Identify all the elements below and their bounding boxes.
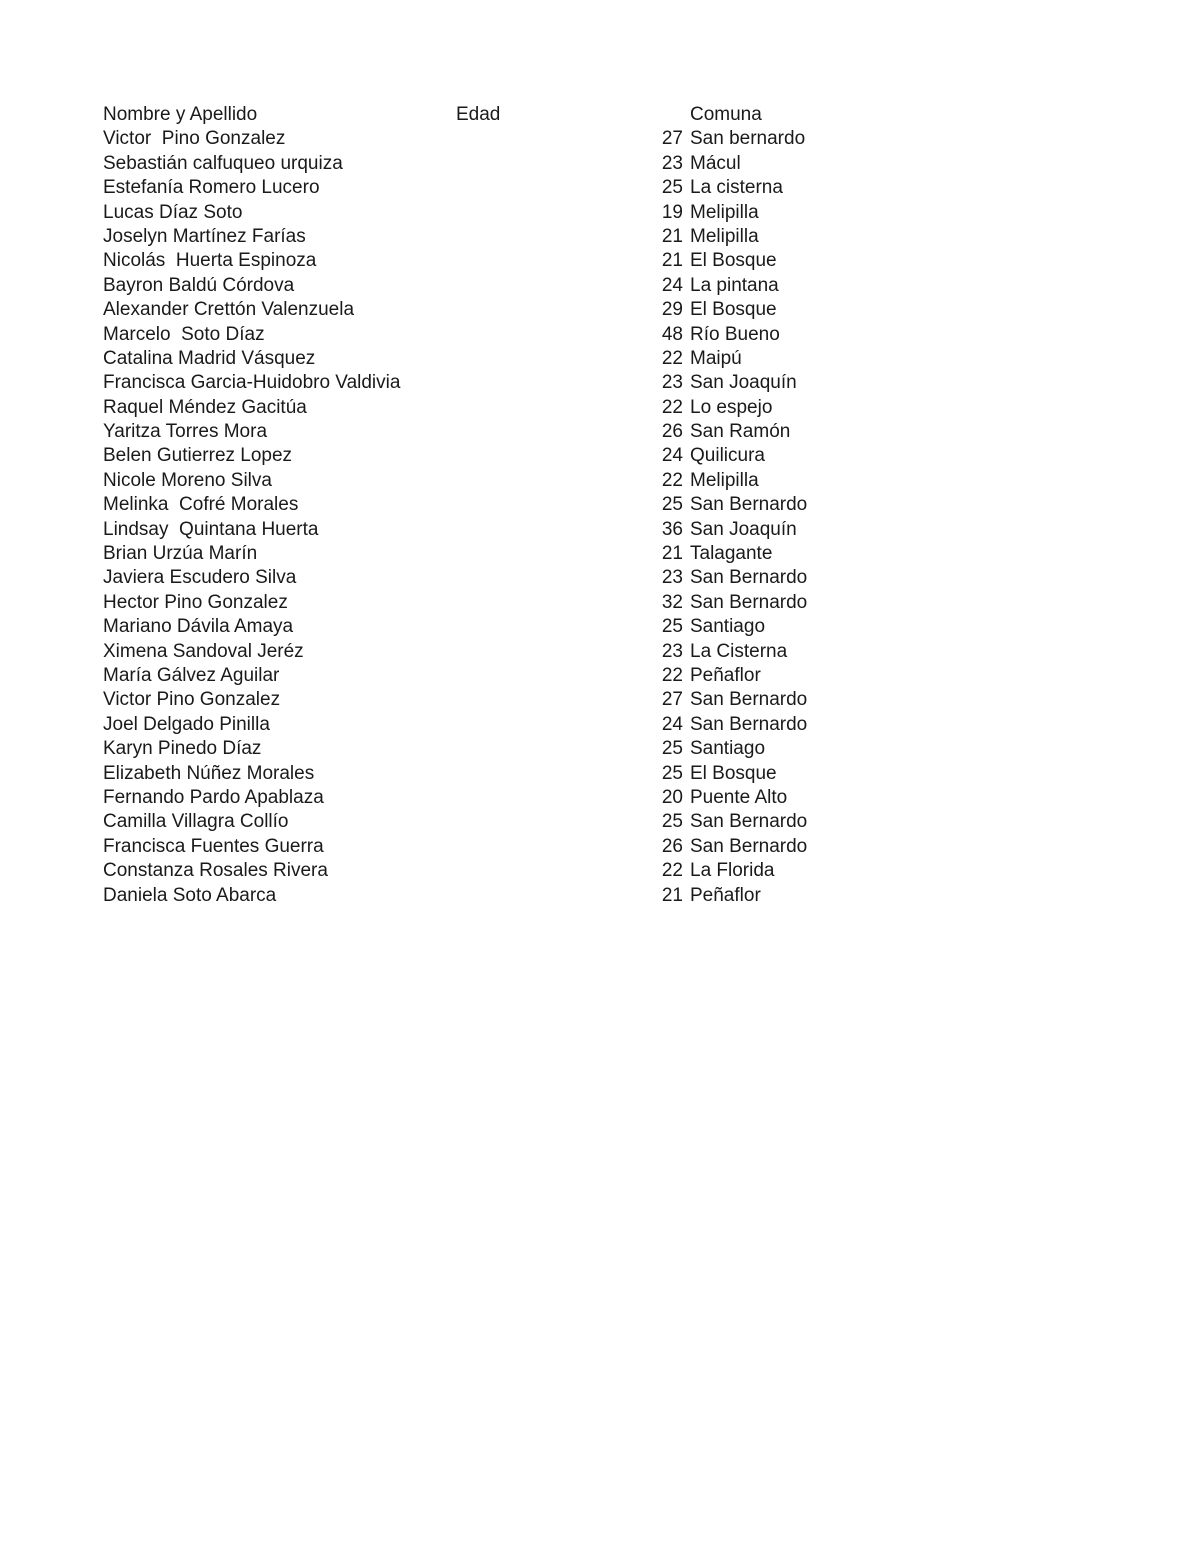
cell-name: Lindsay Quintana Huerta [103, 518, 319, 540]
cell-comuna: Santiago [690, 738, 766, 760]
cell-name: Melinka Cofré Morales [103, 494, 299, 516]
cell-comuna: Quilicura [690, 445, 765, 467]
cell-name: Javiera Escudero Silva [103, 567, 297, 589]
table-row [103, 542, 863, 566]
cell-comuna: San Bernardo [690, 591, 808, 613]
cell-comuna: San Bernardo [690, 567, 808, 589]
cell-comuna: El Bosque [690, 762, 777, 784]
cell-name: Joel Delgado Pinilla [103, 713, 270, 735]
cell-comuna: Melipilla [690, 469, 759, 491]
cell-age: 22 [661, 469, 683, 491]
table-row [103, 591, 863, 615]
cell-name: Yaritza Torres Mora [103, 421, 268, 443]
table-row [103, 884, 863, 908]
cell-age: 25 [661, 177, 683, 199]
cell-comuna: San Bernardo [690, 835, 808, 857]
cell-age: 29 [661, 299, 683, 321]
cell-comuna: San Ramón [690, 421, 791, 443]
cell-name: Belen Gutierrez Lopez [103, 445, 293, 467]
cell-name: Brian Urzúa Marín [103, 543, 258, 565]
cell-comuna: San Bernardo [690, 713, 808, 735]
table-row [103, 323, 863, 347]
cell-name: Bayron Baldú Córdova [103, 274, 295, 296]
cell-name: Alexander Crettón Valenzuela [103, 299, 355, 321]
cell-name: Sebastián calfuqueo urquiza [103, 152, 343, 174]
table-row [103, 810, 863, 834]
table-row [103, 835, 863, 859]
cell-name: Lucas Díaz Soto [103, 201, 243, 223]
cell-comuna: Melipilla [690, 201, 759, 223]
cell-name: Fernando Pardo Apablaza [103, 786, 324, 808]
cell-age: 24 [661, 713, 683, 735]
table-row [103, 225, 863, 249]
data-sheet [103, 103, 863, 908]
cell-name: Elizabeth Núñez Morales [103, 762, 315, 784]
cell-name: María Gálvez Aguilar [103, 664, 280, 686]
cell-comuna: Maipú [690, 347, 742, 369]
cell-comuna: Melipilla [690, 225, 759, 247]
cell-age: 23 [661, 567, 683, 589]
data-rows [103, 127, 863, 908]
cell-age: 20 [661, 786, 683, 808]
table-row [103, 274, 863, 298]
cell-name: Daniela Soto Abarca [103, 884, 277, 906]
cell-comuna: La Cisterna [690, 640, 788, 662]
cell-name: Raquel Méndez Gacitúa [103, 396, 307, 418]
cell-name: Ximena Sandoval Jeréz [103, 640, 304, 662]
table-row [103, 615, 863, 639]
cell-age: 23 [661, 640, 683, 662]
cell-comuna: San Joaquín [690, 372, 797, 394]
cell-age: 21 [661, 225, 683, 247]
cell-age: 26 [661, 835, 683, 857]
table-row [103, 786, 863, 810]
cell-age: 24 [661, 445, 683, 467]
cell-age: 25 [661, 738, 683, 760]
table-row [103, 469, 863, 493]
table-row [103, 859, 863, 883]
table-row [103, 249, 863, 273]
cell-name: Nicolás Huerta Espinoza [103, 250, 317, 272]
cell-name: Catalina Madrid Vásquez [103, 347, 316, 369]
cell-name: Estefanía Romero Lucero [103, 177, 320, 199]
cell-age: 21 [661, 250, 683, 272]
table-row [103, 688, 863, 712]
table-row [103, 298, 863, 322]
table-row [103, 420, 863, 444]
cell-age: 23 [661, 152, 683, 174]
table-row [103, 152, 863, 176]
cell-age: 22 [661, 396, 683, 418]
cell-age: 48 [661, 323, 683, 345]
cell-name: Mariano Dávila Amaya [103, 616, 294, 638]
table-row [103, 493, 863, 517]
cell-age: 27 [661, 689, 683, 711]
cell-age: 32 [661, 591, 683, 613]
table-row [103, 127, 863, 151]
cell-age: 25 [661, 762, 683, 784]
table-row [103, 566, 863, 590]
cell-age: 25 [661, 616, 683, 638]
cell-age: 21 [661, 543, 683, 565]
cell-age: 22 [661, 664, 683, 686]
cell-comuna: El Bosque [690, 299, 777, 321]
cell-name: Francisca Fuentes Guerra [103, 835, 324, 857]
cell-age: 22 [661, 347, 683, 369]
header-name: Nombre y Apellido [103, 104, 258, 125]
cell-comuna: La pintana [690, 274, 779, 296]
header-comuna: Comuna [690, 104, 762, 125]
table-row [103, 444, 863, 468]
cell-age: 19 [661, 201, 683, 223]
cell-age: 26 [661, 421, 683, 443]
header-age: Edad [456, 104, 501, 125]
cell-age: 21 [661, 884, 683, 906]
cell-age: 23 [661, 372, 683, 394]
table-row [103, 347, 863, 371]
cell-name: Marcelo Soto Díaz [103, 323, 265, 345]
cell-name: Constanza Rosales Rivera [103, 860, 328, 882]
cell-comuna: La Florida [690, 860, 775, 882]
table-row [103, 713, 863, 737]
table-row [103, 737, 863, 761]
cell-comuna: San bernardo [690, 128, 806, 150]
cell-age: 25 [661, 811, 683, 833]
cell-name: Nicole Moreno Silva [103, 469, 272, 491]
cell-age: 22 [661, 860, 683, 882]
cell-name: Francisca Garcia-Huidobro Valdivia [103, 372, 401, 394]
cell-comuna: San Joaquín [690, 518, 797, 540]
table-row [103, 640, 863, 664]
cell-comuna: La cisterna [690, 177, 783, 199]
cell-comuna: Lo espejo [690, 396, 773, 418]
cell-name: Hector Pino Gonzalez [103, 591, 288, 613]
cell-age: 27 [661, 128, 683, 150]
cell-name: Camilla Villagra Collío [103, 811, 289, 833]
table-row [103, 664, 863, 688]
cell-comuna: San Bernardo [690, 494, 808, 516]
cell-comuna: San Bernardo [690, 689, 808, 711]
cell-comuna: Mácul [690, 152, 741, 174]
cell-comuna: Peñaflor [690, 884, 761, 906]
cell-name: Victor Pino Gonzalez [103, 689, 281, 711]
cell-comuna: Talagante [690, 543, 773, 565]
cell-comuna: Santiago [690, 616, 766, 638]
cell-age: 36 [661, 518, 683, 540]
cell-name: Joselyn Martínez Farías [103, 225, 306, 247]
cell-comuna: El Bosque [690, 250, 777, 272]
cell-comuna: San Bernardo [690, 811, 808, 833]
cell-age: 25 [661, 494, 683, 516]
cell-comuna: Puente Alto [690, 786, 788, 808]
table-row [103, 371, 863, 395]
cell-age: 24 [661, 274, 683, 296]
cell-name: Karyn Pinedo Díaz [103, 738, 262, 760]
table-row [103, 518, 863, 542]
header-row [103, 103, 863, 127]
table-row [103, 762, 863, 786]
table-row [103, 176, 863, 200]
cell-name: Victor Pino Gonzalez [103, 128, 286, 150]
cell-comuna: Río Bueno [690, 323, 780, 345]
cell-comuna: Peñaflor [690, 664, 761, 686]
table-row [103, 201, 863, 225]
table-row [103, 396, 863, 420]
